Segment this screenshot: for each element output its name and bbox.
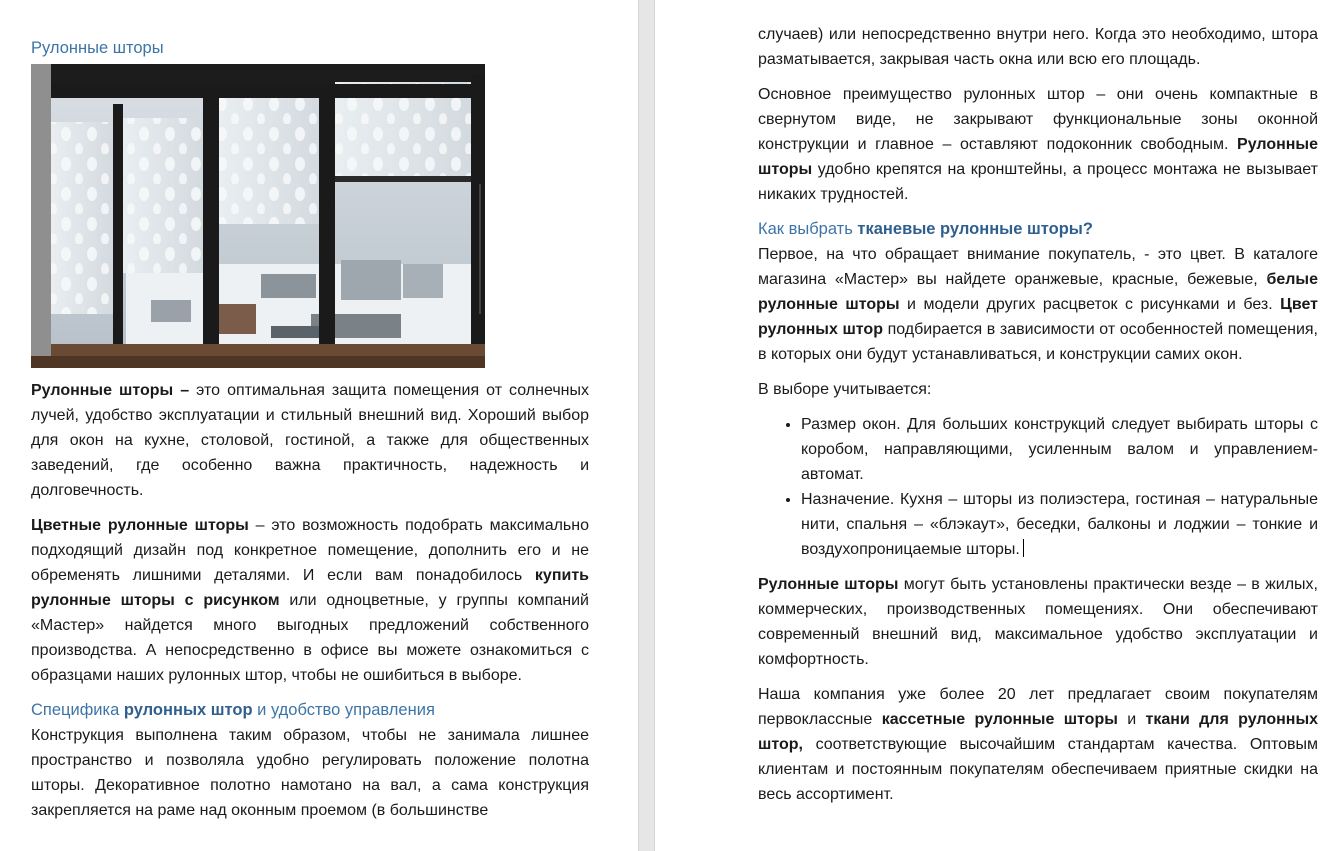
- criteria-list: [758, 412, 1318, 562]
- left-column: [31, 36, 589, 833]
- company-bold-1: кассетные рулонные шторы: [881, 711, 1118, 728]
- roller-blinds-photo: [31, 64, 485, 368]
- company-text-3: соответствующие высочайшим стандартам качества. Оптовым клиентам и постоянным покупателям обеспечиваем приятные скидки на весь ассортимент.: [758, 736, 1318, 803]
- advantage-paragraph: [758, 82, 1318, 207]
- usage-text: могут быть установлены практически везде – в жилых, коммерческих, производственных помещениях. Они обеспечивают современный внешний вид, максимальное удобство эксплуатации и комфортность.: [758, 576, 1319, 668]
- intro-bold: Рулонные шторы –: [31, 382, 190, 399]
- color-paragraph: [758, 242, 1318, 367]
- color-text-1: Первое, на что обращает внимание покупатель, - это цвет. В каталоге магазина «Мастер» вы найдете оранжевые, красные, бежевые,: [758, 246, 1318, 288]
- color-text-3: подбирается в зависимости от особенностей помещения, в которых они будут устанавливаться, и конструкции самих окон.: [758, 321, 1318, 363]
- heading-choose-before: Как выбрать: [758, 220, 858, 238]
- intro-paragraph: [31, 378, 589, 503]
- company-text-2: и: [1117, 711, 1146, 728]
- color-text-2: и модели других расцветок с рисунками и без.: [899, 296, 1281, 313]
- document-page-right: [654, 0, 1334, 851]
- color-bold-1: белые рулонные шторы: [758, 271, 1318, 313]
- criteria-item-size: • Размер окон. Для больших конструкций следует выбирать шторы с коробом, направляющими, усиленным валом и управлением-автомат.: [801, 412, 1318, 487]
- heading-specifics-after: и удобство управления: [252, 701, 435, 719]
- heading-specifics: [31, 698, 589, 723]
- page-gutter: [639, 0, 654, 851]
- advantage-bold: Рулонные шторы: [758, 136, 1318, 178]
- heading-specifics-bold: рулонных штор: [123, 701, 253, 719]
- company-text-1: Наша компания уже более 20 лет предлагает своим покупателям первоклассные: [758, 686, 1318, 728]
- document-page-left: [0, 0, 639, 851]
- criteria-item-purpose-text: Назначение. Кухня – шторы из полиэстера, гостиная – натуральные нити, спальня – «блэкаут», беседки, балконы и лоджии – тонкие и воздухопроницаемые шторы.: [801, 491, 1318, 558]
- heading-roller-blinds: Рулонные шторы: [31, 39, 164, 57]
- usage-paragraph: [758, 572, 1318, 672]
- colored-blinds-paragraph: [31, 513, 589, 688]
- intro-text: это оптимальная защита помещения от солнечных лучей, удобство эксплуатации и стильный внешний вид. Хороший выбор для окон на кухне, столовой, гостиной, а также для общественных заведений, где особенно важна практичность, надежность и долговечность.: [31, 382, 589, 499]
- colored-bold-2: купить рулонные шторы с рисунком: [31, 567, 589, 609]
- colored-bold: Цветные рулонные шторы: [31, 517, 249, 534]
- construction-paragraph: Конструкция выполнена таким образом, чтобы не занимала лишнее пространство и позволяла удобно регулировать положение полотна шторы. Декоративное полотно намотано на вал, а сама конструкция закрепляется на раме над оконным проемом (в большинстве: [31, 727, 589, 819]
- advantage-text-2: удобно крепятся на кронштейны, а процесс монтажа не вызывает никаких трудностей.: [758, 161, 1318, 203]
- criteria-item-purpose: [801, 487, 1318, 562]
- usage-bold: Рулонные шторы: [758, 576, 899, 593]
- heading-how-to-choose: [758, 217, 1318, 242]
- right-column: [758, 22, 1318, 817]
- continuation-paragraph: случаев) или непосредственно внутри него. Когда это необходимо, штора разматывается, закрывая часть окна или всю его площадь.: [758, 26, 1318, 68]
- text-cursor: [1023, 539, 1024, 557]
- colored-text-1: – это возможность подобрать максимально подходящий дизайн под конкретное помещение, дополнить его и не обременять лишними деталями. И если вам понадобилось: [31, 517, 590, 584]
- colored-text-2: или одноцветные, у группы компаний «Мастер» найдется много выгодных предложений собственного производства. А непосредственно в офисе вы можете ознакомиться с образцами наших рулонных штор, чтобы не ошибиться в выборе.: [31, 592, 589, 684]
- criteria-intro: В выборе учитывается:: [758, 381, 932, 398]
- company-bold-2: ткани для рулонных штор,: [758, 711, 1318, 753]
- color-bold-2: Цвет рулонных штор: [758, 296, 1318, 338]
- advantage-text-1: Основное преимущество рулонных штор – они очень компактные в свернутом виде, не закрывают функциональные зоны оконной конструкции и главное – оставляют подоконник свободным.: [758, 86, 1318, 153]
- heading-choose-bold: тканевые рулонные шторы?: [857, 220, 1093, 238]
- company-paragraph: [758, 682, 1318, 807]
- heading-specifics-before: Специфика: [31, 701, 124, 719]
